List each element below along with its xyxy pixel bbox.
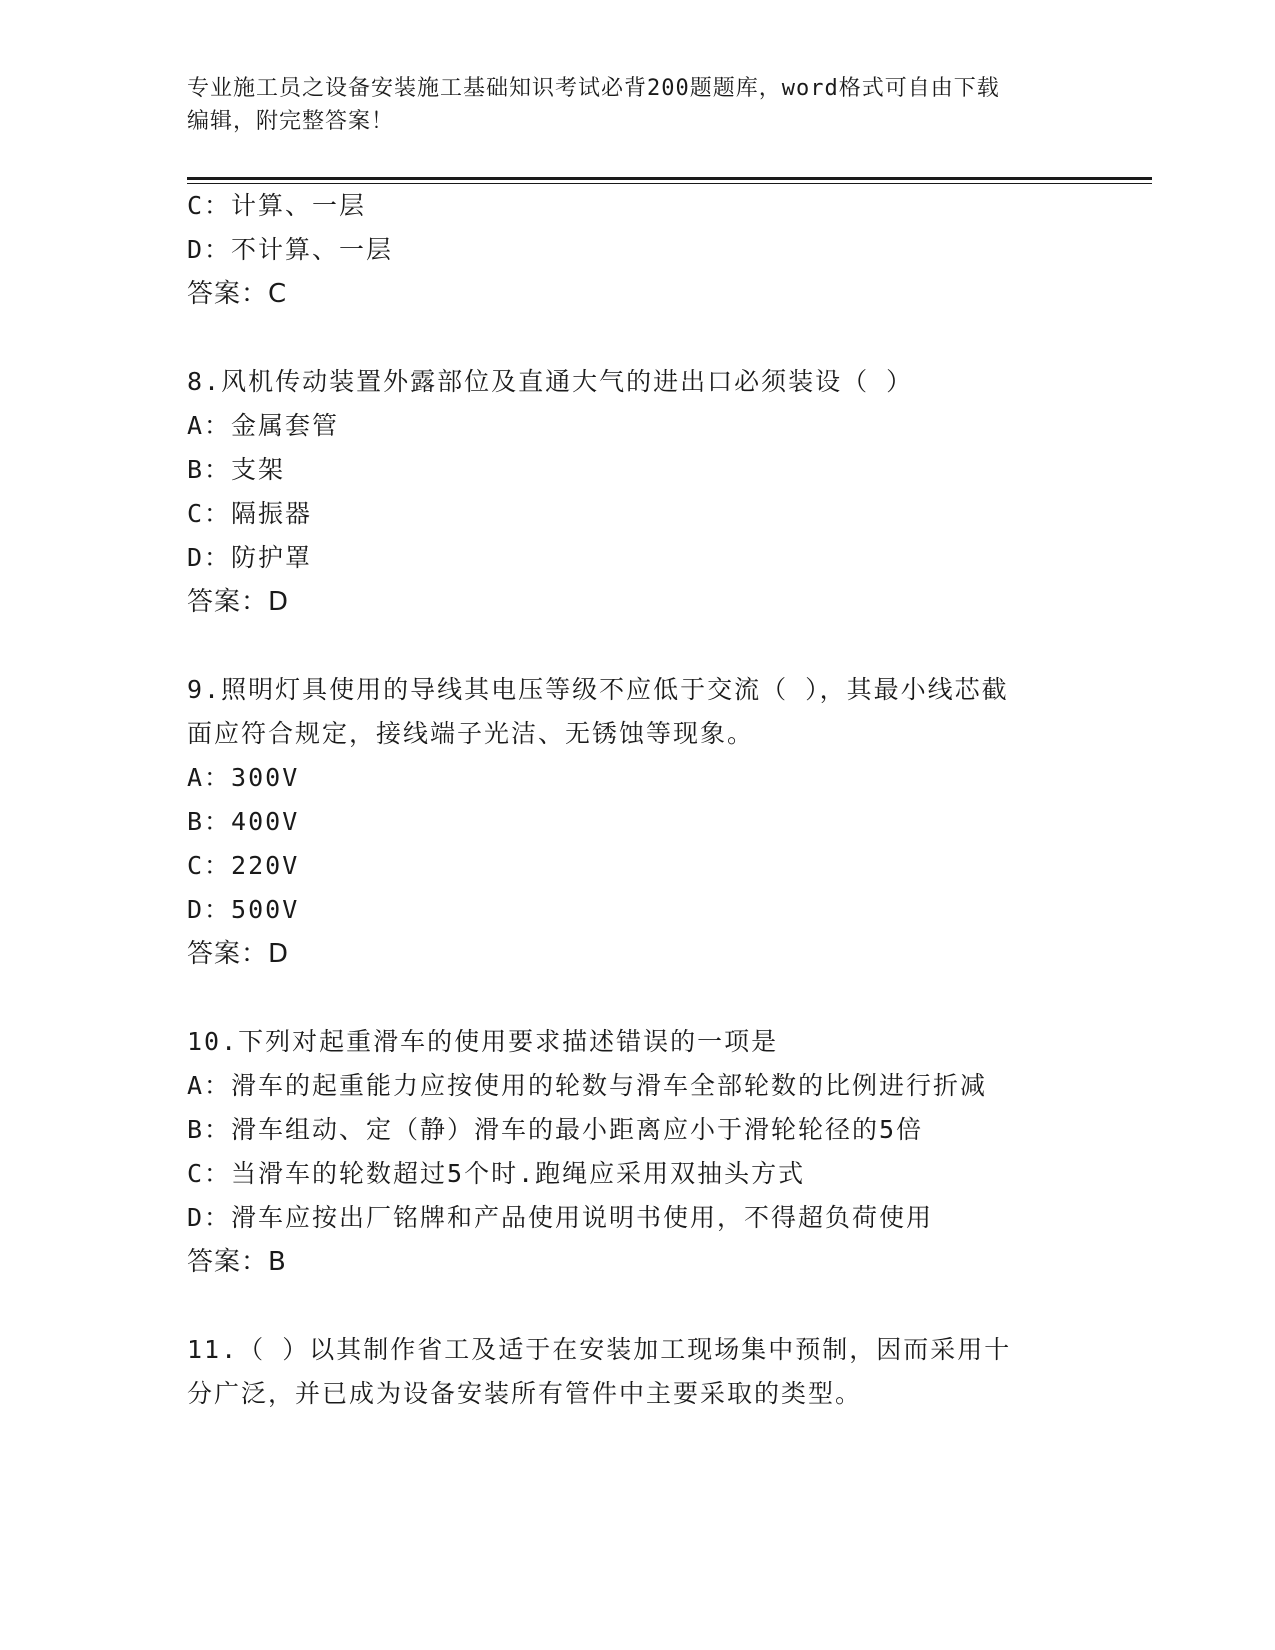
q11-stem-line1: 11.（ ）以其制作省工及适于在安装加工现场集中预制，因而采用十: [187, 1335, 1012, 1364]
q9-option-d: D：500V: [187, 895, 300, 924]
q10-option-a: A：滑车的起重能力应按使用的轮数与滑车全部轮数的比例进行折减: [187, 1071, 988, 1100]
document-header: [187, 72, 1087, 138]
q10-option-d: D：滑车应按出厂铭牌和产品使用说明书使用，不得超负荷使用: [187, 1203, 934, 1232]
q8-option-d: D：防护罩: [187, 543, 313, 572]
q7-answer: 答案：C: [187, 279, 288, 309]
header-title-line2: 编辑，附完整答案！: [187, 109, 395, 134]
q8-stem: 8.风机传动装置外露部位及直通大气的进出口必须装设（ ）: [187, 367, 914, 396]
q7-option-c: C：计算、一层: [187, 191, 367, 220]
q9-stem-line2: 面应符合规定，接线端子光洁、无锈蚀等现象。: [187, 719, 755, 748]
q9-option-c: C：220V: [187, 851, 300, 880]
q10-option-c: C：当滑车的轮数超过5个时.跑绳应采用双抽头方式: [187, 1159, 806, 1188]
q10-stem: 10.下列对起重滑车的使用要求描述错误的一项是: [187, 1027, 779, 1056]
q10-answer: 答案：B: [187, 1247, 287, 1277]
q8-option-c: C：隔振器: [187, 499, 313, 528]
q7-option-d: D：不计算、一层: [187, 235, 394, 264]
q9-option-b: B：400V: [187, 807, 300, 836]
q8-answer: 答案：D: [187, 587, 290, 617]
q11-stem-line2: 分广泛，并已成为设备安装所有管件中主要采取的类型。: [187, 1379, 863, 1408]
header-divider-thin: [187, 183, 1152, 184]
q8-option-b: B：支架: [187, 455, 286, 484]
q9-stem-line1: 9.照明灯具使用的导线其电压等级不应低于交流（ ），其最小线芯截: [187, 675, 1009, 704]
q10-option-b: B：滑车组动、定（静）滑车的最小距离应小于滑轮轮径的5倍: [187, 1115, 924, 1144]
q9-option-a: A：300V: [187, 763, 300, 792]
q9-answer: 答案：D: [187, 939, 290, 969]
header-divider-thick: [187, 177, 1152, 180]
q8-option-a: A：金属套管: [187, 411, 340, 440]
header-title-line1: 专业施工员之设备安装施工基础知识考试必背200题题库，word格式可自由下载: [187, 76, 1000, 101]
